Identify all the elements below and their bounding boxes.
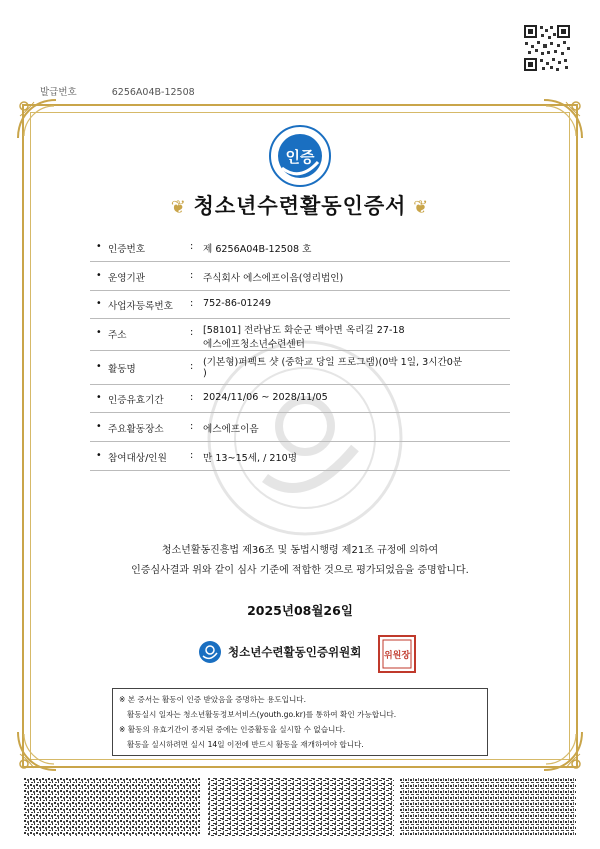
corner-ornament-icon <box>14 96 60 142</box>
notice-box <box>112 688 488 756</box>
field-value: 에스에프이음 <box>203 424 259 435</box>
field-label: 인증유효기간 <box>108 395 164 406</box>
corner-ornament-icon <box>540 96 586 142</box>
row-divider <box>90 441 510 442</box>
field-value-line2: ) <box>203 368 207 379</box>
title-ornament-left-icon: ❦ <box>170 197 194 218</box>
field-label: 인증번호 <box>108 244 146 255</box>
field-value: [58101] 전라남도 화순군 백아면 옥리길 27-18 <box>203 325 405 336</box>
row-divider <box>90 318 510 319</box>
row-divider <box>90 290 510 291</box>
row-divider <box>90 384 510 385</box>
security-barcode-icon <box>24 778 200 836</box>
field-label: 참여대상/인원 <box>108 453 167 464</box>
field-value: 제 6256A04B-12508 호 <box>203 244 312 255</box>
certification-logo <box>268 124 332 188</box>
watermark-emblem-icon <box>205 338 405 538</box>
field-value: 주식회사 에스에프이음(영리법인) <box>203 273 344 284</box>
field-label: 활동명 <box>108 364 136 375</box>
notice-line: ※ 본 증서는 활동이 인증 받았음을 증명하는 용도입니다. <box>119 695 307 704</box>
notice-line: 활동실시 일자는 청소년활동정보서비스(youth.go.kr)를 통하여 확인 가능합니다. <box>127 710 397 719</box>
field-value: 2024/11/06 ~ 2028/11/05 <box>203 392 328 403</box>
statement-line-2: 인증심사결과 위와 같이 심사 기준에 적합한 것으로 평가되었음을 증명합니다. <box>131 565 469 576</box>
issuer-emblem-icon <box>198 640 222 664</box>
field-label: 사업자등록번호 <box>108 301 173 312</box>
field-value: (기본형)퍼펙트 샷 (중학교 당일 프로그램)(0박 1일, 3시간0분 <box>203 357 463 368</box>
issue-date: 2025년08월26일 <box>247 603 353 618</box>
issue-label: 발급번호 <box>40 87 77 98</box>
seal-text: 위원장 <box>383 651 411 661</box>
field-value: 만 13~15세, / 210명 <box>203 453 297 464</box>
field-label: 운영기관 <box>108 273 146 284</box>
row-divider <box>90 350 510 351</box>
issue-value: 6256A04B-12508 <box>111 87 195 98</box>
row-divider <box>90 470 510 471</box>
row-divider <box>90 412 510 413</box>
field-label: 주요활동장소 <box>108 424 164 435</box>
issuer-name: 청소년수련활동인증위원회 <box>228 645 362 659</box>
qr-code-icon <box>523 24 571 72</box>
corner-ornament-icon <box>540 728 586 774</box>
corner-ornament-icon <box>14 728 60 774</box>
title-text: 청소년수련활동인증서 <box>193 194 407 218</box>
row-divider <box>90 261 510 262</box>
field-label: 주소 <box>108 330 127 341</box>
security-barcode-icon <box>208 778 394 836</box>
security-barcode-icon <box>400 778 576 836</box>
logo-text: 인증 <box>285 148 315 166</box>
issue-number <box>40 84 195 98</box>
statement-line-1: 청소년활동진흥법 제36조 및 동법시행령 제21조 규정에 의하여 <box>161 545 439 556</box>
notice-line: 활동을 실시하려면 실시 14일 이전에 반드시 활동을 재개하여야 합니다. <box>127 740 364 749</box>
field-value: 752-86-01249 <box>203 298 271 309</box>
certificate-title <box>0 190 600 220</box>
official-seal <box>377 634 417 674</box>
field-value-line2: 에스에프청소년수련센터 <box>203 339 305 350</box>
title-ornament-right-icon: ❦ <box>406 197 430 218</box>
notice-line: ※ 활동의 유효기간이 종지된 증에는 인증활동을 실시할 수 없습니다. <box>119 725 346 734</box>
